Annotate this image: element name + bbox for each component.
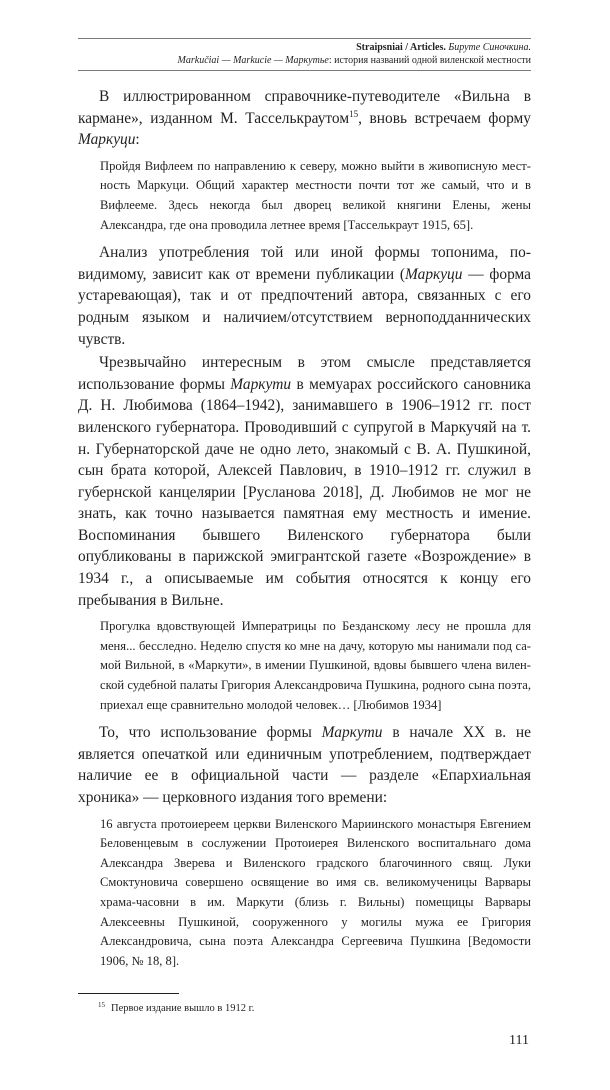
block-quote-1: Пройдя Вифлеем по направлению к северу, можно выйти в живописную местность Маркуци. Общий характер местности почти тот же самый, что и в Вифлееме. Здесь некогда был дворец великой княгини Елены, жены Александра, где она проводила летнее время [Тасселькраут 1915, 65]. [100,158,531,232]
header-line-1 [78,41,531,54]
header-title-rest: : история названий одной виленской местности [328,55,531,66]
running-header [78,39,531,70]
paragraph-3-italic: Маркути [230,375,292,393]
footnote-ref[interactable]: 15 [349,108,359,119]
paragraph-2-italic: Маркуци [405,265,463,283]
footnote [78,1002,531,1016]
main-text [78,86,531,971]
header-bottom-rule [78,70,531,71]
paragraph-1-italic: Маркуци [78,131,136,149]
header-section: Straipsniai / Articles. [356,42,446,53]
paragraph-4-text-b: в начале XX в. не является опечаткой или единичным употреблением, подтверждает наличие ее в официальной части — разделе «Епархиальная хроника» — церковного издания того времени: [78,724,531,806]
paragraph-3-text-a: Чрезвычайно интересным в этом смысле представляется использование формы [78,354,531,393]
paragraph-1-text-a: В иллюстрированном справочнике-путеводителе «Вильна в кармане», изданном М. Тасселькраутом [78,88,531,127]
block-quote-3: 16 августа протоиереем церкви Виленского Мариинского монастыря Евгением Беловенцевым в сослужении Протоиерея Виленского воспитальнаго дома Александра Зверева и Виленского градского благочинного свящ. Луки Смоктуновича совершено освящение во имя св. великомученицы Варвары храма-часовни в им. Маркути (близь г. Вильны) помещицы Варвары Алексеевны Пушкиной, сооруженного у могилы мужа ее Григория Александровича, сына поэта Александра Сергеевича Пушкина [Ведомости 1906, № 18, 8]. [100,816,531,968]
paragraph-1-text-b: , вновь встречаем форму [358,109,531,127]
header-author: Бируте Синочкина. [448,42,531,53]
paragraph-2-text-b: — форма устаревающая), так и от предпочтений автора, связанных с его родным языком и наличием/отсутствием верноподданнических чувств. [78,265,532,348]
paragraph-2 [78,242,531,350]
footnote-number: 15 [98,1001,105,1010]
footnote-rule [78,993,179,994]
paragraph-2-text-a: Анализ употребления той или иной формы топонима, по-видимому, зависит как от времени публикации ( [78,244,531,283]
footnote-text: Первое издание вышло в 1912 г. [111,1003,255,1015]
paragraph-3 [78,352,531,611]
page-number: 111 [509,1033,529,1049]
paragraph-1-text-c: : [135,131,140,149]
paragraph-3-text-b: в мемуарах российского сановника Д. Н. Любимова (1864–1942), занимавшего в 1906–1912 гг. пост виленского губернатора. Проводивший с супругой в Маркучяй на т. н. Губернаторской даче не одно лето, знакомый с В. А. Пушкиной, сын брата которой, Алексей Павлович, в 1910–1912 гг. служил в губернской канцелярии [Русланова 2018], Д. Любимов не мог не знать, как точно называется памятная ему местность и имение. Воспоминания бывшего Виленского губернатора были опубликованы в парижской эмигрантской газете «Возрождение» в 1934 г., а описываемые им события относятся к концу его пребывания в Вильне. [78,375,531,609]
block-quote-2: Прогулка вдовствующей Императрицы по Безданскому лесу не прошла для меня... бесследно. Неделю спустя ко мне на дачу, которую мы нанимали под самой Вильной, в «Маркути», в имении Пушкиной, вдовы бывшего члена виленской судебной палаты Григория Александровича Пушкина, родного сына поэта, приехал еще сравнительно молодой человек… [Любимов 1934] [100,619,531,712]
footnote-area [78,993,531,1050]
header-line-2 [78,54,531,67]
paragraph-4-italic: Маркути [321,724,383,742]
header-title-italic: Markučiai — Markucie — Маркутье [177,55,329,66]
paragraph-1 [78,86,531,151]
paragraph-4 [78,722,531,808]
paragraph-4-text-a: То, что использование формы [99,724,322,742]
